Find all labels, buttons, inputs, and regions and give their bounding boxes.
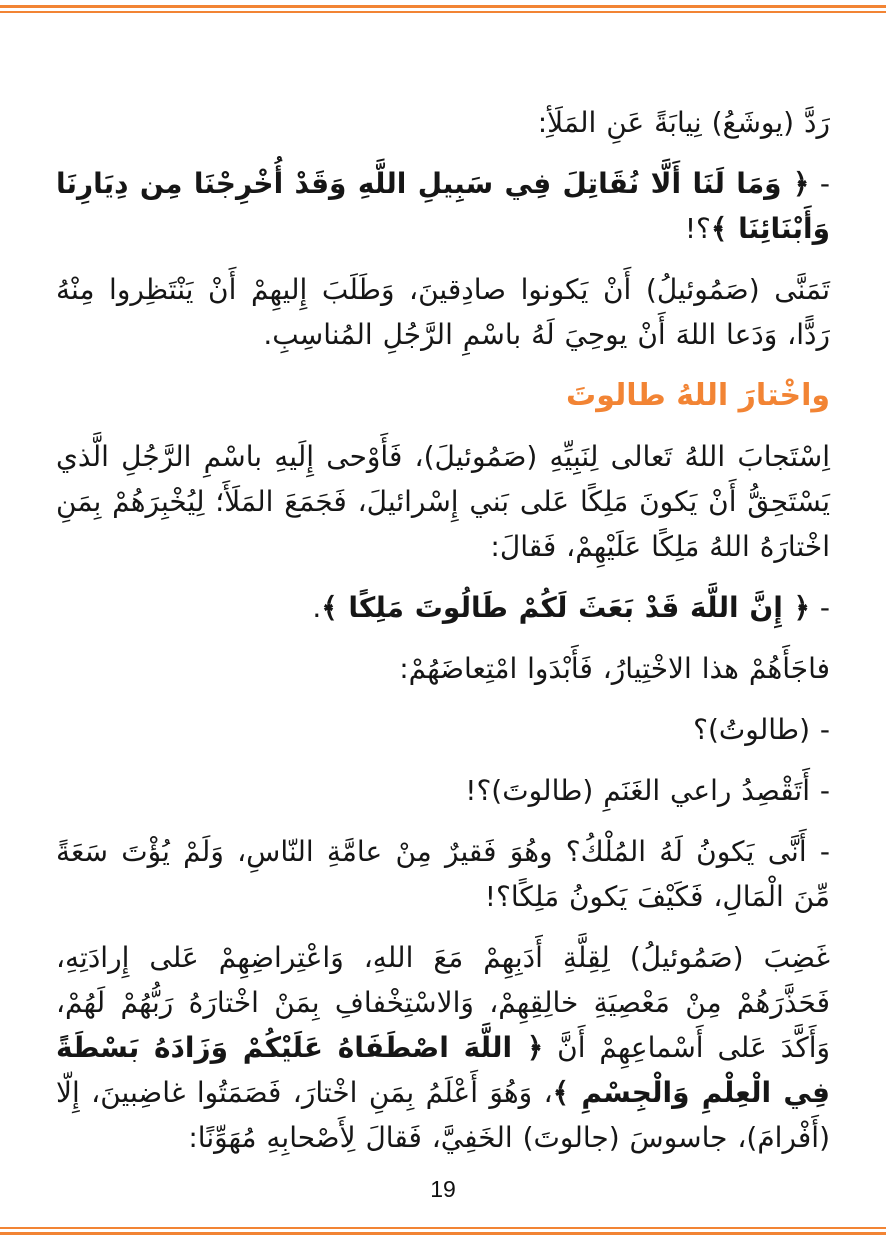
quran-verse-taloot-text: ﴿ إِنَّ اللَّهَ قَدْ بَعَثَ لَكُمْ طَالُوتَ مَلِكًا ﴾: [321, 591, 810, 624]
dialogue-dash: -: [819, 167, 831, 200]
intro-line: رَدَّ (يوشَعُ) نِيابَةً عَنِ المَلَأِ:: [537, 106, 830, 139]
dialogue-line-kingship: - أَنَّى يَكونُ لَهُ المُلْكُ؟ وهُوَ فَقيرٌ مِنْ عامَّةِ النّاسِ، وَلَمْ يُؤْتَ سَعَةً مِّنَ الْمَالِ، فَكَيْفَ يَكونُ مَلِكًا؟!: [56, 835, 830, 913]
god-response-paragraph: اِسْتَجابَ اللهُ تَعالى لِنَبِيِّهِ (صَمُوئيلَ)، فَأَوْحى إِلَيهِ باسْمِ الرَّجُلِ الَّذي يَسْتَحِقُّ أَنْ يَكونَ مَلِكًا عَلى بَني إِسْرائيلَ، فَجَمَعَ المَلَأَ؛ لِيُخْبِرَهُمْ بِمَنِ اخْتارَهُ اللهُ مَلِكًا عَلَيْهِمْ، فَقالَ:: [56, 440, 830, 563]
quran-verse-fight-text: ﴿ وَمَا لَنَا أَلَّا نُقَاتِلَ فِي سَبِيلِ اللَّهِ وَقَدْ أُخْرِجْنَا مِن دِيَارِنَا وَأَبْنَائِنَا ﴾: [56, 167, 830, 245]
anger-paragraph-part2: ، وَهُوَ أَعْلَمُ بِمَنِ اخْتارَ، فَصَمَتُوا غاضِبينَ، إِلّا (أَفْرامَ)، جاسوسَ (جالوتَ) الخَفِيَّ، فَقالَ لِأَصْحابِهِ مُهَوِّنًا:: [56, 1076, 830, 1154]
anger-paragraph-quran-quote: ﴿ اللَّهَ اصْطَفَاهُ عَلَيْكُمْ وَزَادَهُ بَسْطَةً فِي الْعِلْمِ وَالْجِسْمِ ﴾: [56, 1031, 830, 1109]
dialogue-dash: -: [819, 591, 830, 624]
bottom-rule-thin-line: [0, 1227, 886, 1229]
page-number: 19: [430, 1176, 456, 1202]
section-heading: واخْتارَ اللهُ طالوتَ: [566, 378, 830, 413]
bottom-decorative-rule: [0, 1227, 886, 1235]
anger-paragraph: [56, 935, 830, 1160]
quran-verse-taloot: [56, 585, 830, 630]
anger-paragraph-part1: غَضِبَ (صَمُوئيلُ) لِقِلَّةِ أَدَبِهِمْ مَعَ اللهِ، وَاعْتِراضِهِمْ عَلى إِرادَتِهِ، فَحَذَّرَهُمْ مِنْ مَعْصِيَةِ خالِقِهِمْ، وَالاسْتِخْفافِ بِمَنْ اخْتارَهُ رَبُّهُمْ لَهُمْ، وَأَكَّدَ عَلى أَسْماعِهِمْ أَنَّ: [56, 941, 830, 1064]
quran-verse-fight: [56, 161, 830, 251]
dialogue-line-taloot: - (طالوتُ)؟: [693, 713, 830, 746]
surprise-line: فاجَأَهُمْ هذا الاخْتِيارُ، فَأَبْدَوا امْتِعاضَهُمْ:: [399, 652, 830, 685]
dialogue-line-shepherd: - أَتَقْصِدُ راعي الغَنَمِ (طالوتَ)؟!: [465, 774, 830, 807]
bottom-rule-thick-line: [0, 1232, 886, 1235]
quran-verse-taloot-punctuation: .: [312, 591, 322, 624]
quran-verse-fight-punctuation: ؟!: [684, 212, 711, 245]
samuel-wish-paragraph: تَمَنَّى (صَمُوئيلُ) أَنْ يَكونوا صادِقينَ، وَطَلَبَ إِليهِمْ أَنْ يَنْتَظِروا مِنْهُ رَدًّا، وَدَعا اللهَ أَنْ يوحِيَ لَهُ باسْمِ الرَّجُلِ المُناسِبِ.: [56, 273, 830, 351]
